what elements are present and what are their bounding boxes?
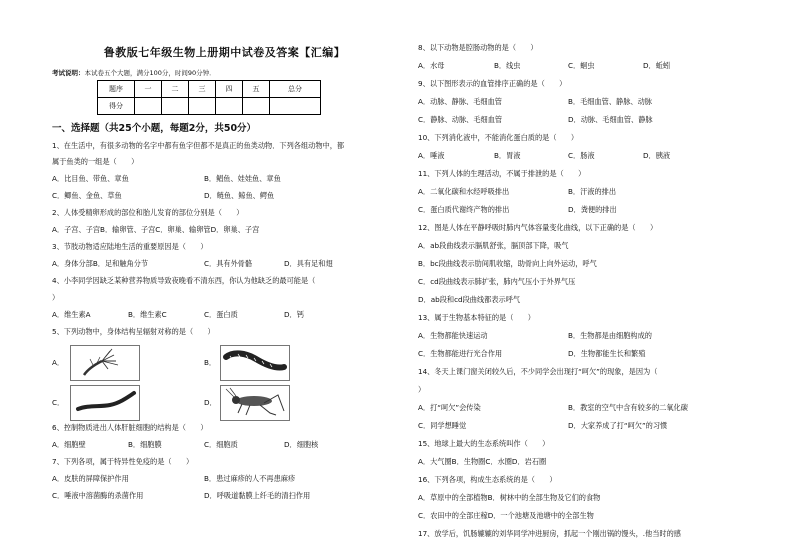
question-1-stem-cont: 属于鱼类的一组是（ ） [52,157,139,166]
q11-option-a: A．二氧化碳和水经呼吸排出 [418,187,510,196]
q7-option-b: B．患过麻疹的人不再患麻疹 [204,474,296,483]
q1-option-c: C．鲫鱼、金鱼、草鱼 [52,191,122,200]
question-15-stem: 15、地球上最大的生态系统叫作（ ） [418,439,550,448]
q13-option-d: D．生物都能生长和繁殖 [568,349,646,358]
question-11-stem: 11、下列人体的生理活动，不属于排泄的是（ ） [418,169,586,178]
score-header-cell: 一 [135,81,162,98]
score-cell [243,98,270,115]
exam-note-text: 本试卷五个大题，满分100分，时间90分钟． [84,69,216,77]
exam-note [52,68,216,77]
q10-option-a: A．唾液 [418,151,445,160]
q14-option-d: D．大家养成了打“呵欠”的习惯 [568,421,668,430]
q9-option-d: D．动脉、毛细血管、静脉 [568,115,653,124]
q6-option-c: C．细胞质 [204,440,238,449]
q12-option-a: A．ab段曲线表示膈肌舒张，膈顶部下降，吸气 [418,241,569,250]
q10-option-c: C．肠液 [568,151,595,160]
q8-option-d: D．蚯蚓 [643,61,671,70]
q3-option-d: D．具有足和翅 [284,259,333,268]
q5-option-b-label: B． [204,358,217,367]
q8-option-c: C．蛔虫 [568,61,595,70]
q14-option-a: A．打“呵欠”会传染 [418,403,481,412]
q11-option-c: C．蛋白质代谢终产物的排出 [418,205,510,214]
q6-option-b: B．细胞膜 [128,440,162,449]
grasshopper-icon [220,385,290,421]
question-6-stem: 6、控制物质进出人体肝脏细胞的结构是（ ） [52,423,208,432]
question-10-stem: 10、下列消化液中，不能消化蛋白质的是（ ） [418,133,579,142]
q6-option-d: D．细胞核 [284,440,319,449]
leech-icon [220,345,290,381]
q5-option-d-label: D． [204,398,217,407]
q10-option-d: D．胰液 [643,151,671,160]
score-table-header-row [98,81,321,98]
q8-option-b: B．线虫 [494,61,521,70]
q11-option-d: D．粪便的排出 [568,205,617,214]
q10-option-b: B．胃液 [494,151,521,160]
score-cell [189,98,216,115]
grasshopper-image [220,385,290,421]
q12-option-c: C．cd段曲线表示肺扩张，肺内气压小于外界气压 [418,277,576,286]
earthworm-icon [70,385,140,421]
question-17-stem: 17、放学后，饥肠辘辘的刘华同学冲进厨房，抓起一个刚出锅的馒头，.他当时的感 [418,529,681,538]
q16-options-cd: C．农田中的全部庄稼D．一个池塘及池塘中的全部生物 [418,511,594,520]
q13-option-c: C．生物都能进行光合作用 [418,349,503,358]
q5-option-a-label: A． [52,358,65,367]
q3-option-c: C．具有外骨骼 [204,259,253,268]
question-4-stem-cont: ） [52,293,60,302]
question-2-stem: 2、人体受精卵形成的部位和胎儿发育的部位分别是（ ） [52,208,244,217]
q11-option-b: B．汗液的排出 [568,187,617,196]
score-cell [135,98,162,115]
q13-option-a: A．生物都能快速运动 [418,331,488,340]
q6-option-a: A．细胞壁 [52,440,86,449]
q8-option-a: A．水母 [418,61,445,70]
question-5-stem: 5、下列动物中，身体结构呈辐射对称的是（ ） [52,327,215,336]
q1-option-b: B．鲳鱼、娃娃鱼、章鱼 [204,174,281,183]
question-9-stem: 9、以下图形表示的血管排序正确的是（ ） [418,79,567,88]
q12-option-b: B．bc段曲线表示肋间肌收缩，助骨向上向外运动，呼气 [418,259,597,268]
score-header-cell: 总分 [270,81,321,98]
q3-option-ab: A．身体分部B．足和触角分节 [52,259,149,268]
question-12-stem: 12、图是人体在平静呼吸时肺内气体容量变化曲线，以下正确的是（ ） [418,223,658,232]
exam-note-label: 考试说明： [52,69,85,77]
q12-option-d: D．ab段和cd段曲线都表示呼气 [418,295,521,304]
q4-option-b: B．维生素C [128,310,167,319]
score-row-label: 得分 [98,98,135,115]
question-14-stem-cont: ） [418,385,426,394]
q1-option-a: A．比目鱼、带鱼、章鱼 [52,174,129,183]
q1-option-d: D．鲢鱼、鲸鱼、鳄鱼 [204,191,275,200]
question-13-stem: 13、属于生物基本特征的是（ ） [418,313,535,322]
q14-option-b: B．教室的空气中含有较多的二氧化碳 [568,403,688,412]
question-16-stem: 16、下列各项，构成生态系统的是（ ） [418,475,557,484]
hydra-image [70,345,140,381]
q5-option-c-label: C． [52,398,65,407]
q7-option-a: A．皮肤的屏障保护作用 [52,474,129,483]
q7-option-c: C．唾液中溶菌酶的杀菌作用 [52,491,144,500]
leech-image [220,345,290,381]
score-header-cell: 五 [243,81,270,98]
q14-option-c: C．同学想睡觉 [418,421,467,430]
q13-option-b: B．生物都是由细胞构成的 [568,331,652,340]
score-cell [270,98,321,115]
score-table [97,80,321,115]
score-cell [216,98,243,115]
question-4-stem: 4、小李同学因缺乏某种营养物质导致夜晚看不清东西，你认为他缺乏的最可能是（ [52,276,316,285]
question-3-stem: 3、节肢动物适应陆地生活的重要原因是（ ） [52,242,208,251]
page-title: 鲁教版七年级生物上册期中试卷及答案【汇编】 [103,46,346,59]
q2-options: A．子宫、子宫B．输卵管、子宫C．卵巢、输卵管D．卵巢、子宫 [52,225,260,234]
hydra-icon [70,345,140,381]
q9-option-b: B．毛细血管、静脉、动脉 [568,97,652,106]
earthworm-image [70,385,140,421]
question-7-stem: 7、下列各项，属于特异性免疫的是（ ） [52,457,194,466]
question-8-stem: 8、以下动物是腔肠动物的是（ ） [418,43,538,52]
score-table-score-row [98,98,321,115]
question-1-stem: 1、在生活中，有很多动物的名字中都有鱼字但都不是真正的鱼类动物．下列各组动物中，都 [52,141,345,150]
q7-option-d: D．呼吸道黏膜上纤毛的清扫作用 [204,491,311,500]
q15-options: A．大气圈B．生物圈C．水圈D．岩石圈 [418,457,547,466]
q9-option-a: A．动脉、静脉、毛细血管 [418,97,502,106]
score-header-cell: 题序 [98,81,135,98]
q16-options-ab: A．草原中的全部植物B．树林中的全部生物及它们的食物 [418,493,601,502]
score-cell [162,98,189,115]
question-14-stem: 14、冬天上课门窗关闭较久后，不少同学会出现打“呵欠”的现象，是因为（ [418,367,658,376]
q4-option-d: D．钙 [284,310,304,319]
q4-option-c: C．蛋白质 [204,310,238,319]
score-header-cell: 二 [162,81,189,98]
score-header-cell: 三 [189,81,216,98]
q4-option-a: A．维生素A [52,310,91,319]
section-heading: 一、选择题（共25个小题，每题2分，共50分） [52,123,257,134]
score-header-cell: 四 [216,81,243,98]
q9-option-c: C．静脉、动脉、毛细血管 [418,115,503,124]
